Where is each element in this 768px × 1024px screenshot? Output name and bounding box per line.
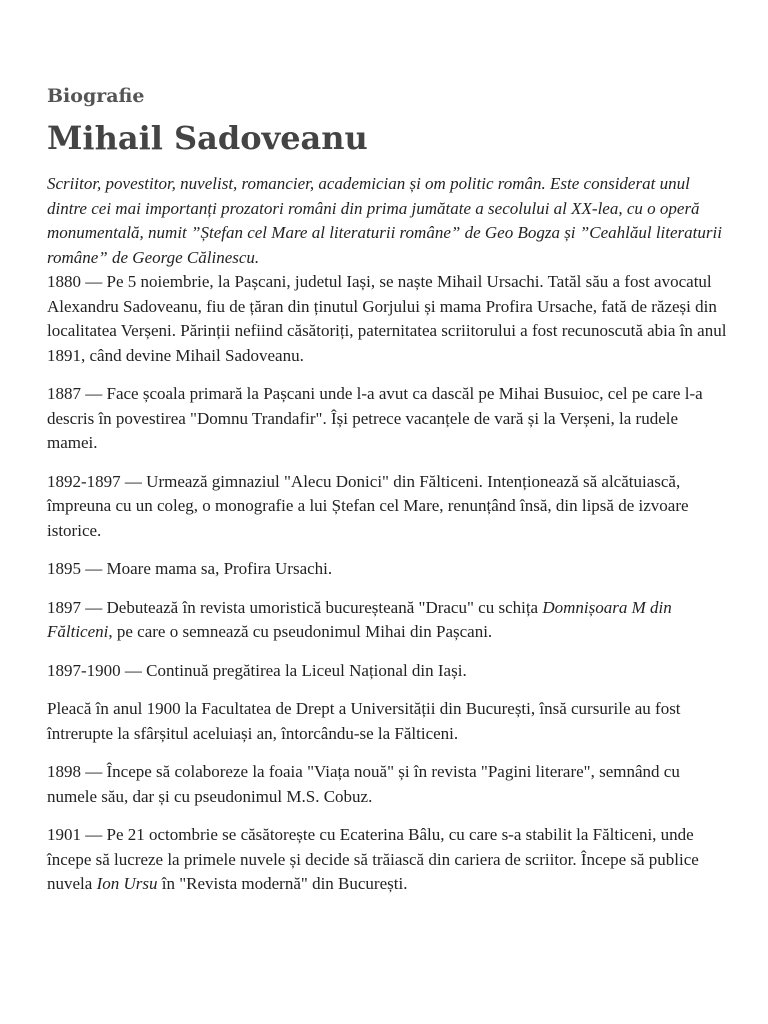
timeline-entry-1887: 1887 — Face școala primară la Pașcani unde l-a avut ca dascăl pe Mihai Busuioc, cel pe care l-a descris în povestirea "Domnu Trandafir". Își petrece vacanțele de vară și la Verșeni, la rudele mamei. <box>47 384 703 452</box>
timeline-entry-1897 <box>47 596 727 645</box>
timeline-entry-1897-1900: 1897-1900 — Continuă pregătirea la Liceul Național din Iași. <box>47 660 467 680</box>
entry-text: în "Revista modernă" din București. <box>157 874 408 893</box>
biography-article <box>47 82 727 911</box>
timeline-entry-1895: 1895 — Moare mama sa, Profira Ursachi. <box>47 559 333 578</box>
timeline-entry-1900: Pleacă în anul 1900 la Facultatea de Drept a Universității din București, însă cursurile au fost întrerupte la sfârșitul aceluiași an, întorcându-se la Fălticeni. <box>47 699 681 743</box>
timeline-entry-1880: 1880 — Pe 5 noiembrie, la Pașcani, judetul Iași, se naște Mihail Ursachi. Tatăl său a fost avocatul Alexandru Sadoveanu, fiu de țăran din ținutul Gorjului și mama Profira Ursache, fată de răzeși din localitatea Verșeni. Părinții nefiind căsătoriți, paternitatea scriitorului a fost recunoscută abia în anul 1891, când devine Mihail Sadoveanu. <box>47 272 727 365</box>
timeline-entry-1898: 1898 — Începe să colaboreze la foaia "Viața nouă" și în revista "Pagini literare", semnând cu numele său, dar și cu pseudonimul M.S. Cobuz. <box>47 762 680 806</box>
page-title: Mihail Sadoveanu <box>47 119 368 157</box>
section-kicker: Biografie <box>47 85 145 107</box>
intro-paragraph: Scriitor, povestitor, nuvelist, romancier, academician și om politic român. Este considerat unul dintre cei mai importanți prozatori români din prima jumătate a secolului al XX-lea, cu o operă monumentală, numit ”Ștefan cel Mare al literaturii române” de Geo Bogza și ”Ceahlăul literaturii române” de George Călinescu. <box>47 174 722 267</box>
entry-text: 1901 — Pe 21 octombrie se căsătorește cu Ecaterina Bâlu, cu care s-a stabilit la Fălticeni, unde începe să lucreze la primele nuvele și decide să trăiască din cariera de scriitor. Începe să publice nuvela <box>47 825 699 893</box>
timeline-entry-1892-1897: 1892-1897 — Urmează gimnaziul "Alecu Donici" din Fălticeni. Intenționează să alcătuiască, împreuna cu un coleg, o monografie a lui Ștefan cel Mare, renunțând însă, din lipsă de izvoare istorice. <box>47 471 689 540</box>
work-title: Ion Ursu <box>96 874 158 893</box>
work-title: Domnișoara M din Fălticeni <box>47 597 672 641</box>
entry-text: 1897 — Debutează în revista umoristică bucureșteană "Dracu" cu schița <box>47 597 543 617</box>
timeline-entry-1901 <box>47 823 727 897</box>
entry-text: , pe care o semnează cu pseudonimul Mihai din Pașcani. <box>108 622 493 641</box>
